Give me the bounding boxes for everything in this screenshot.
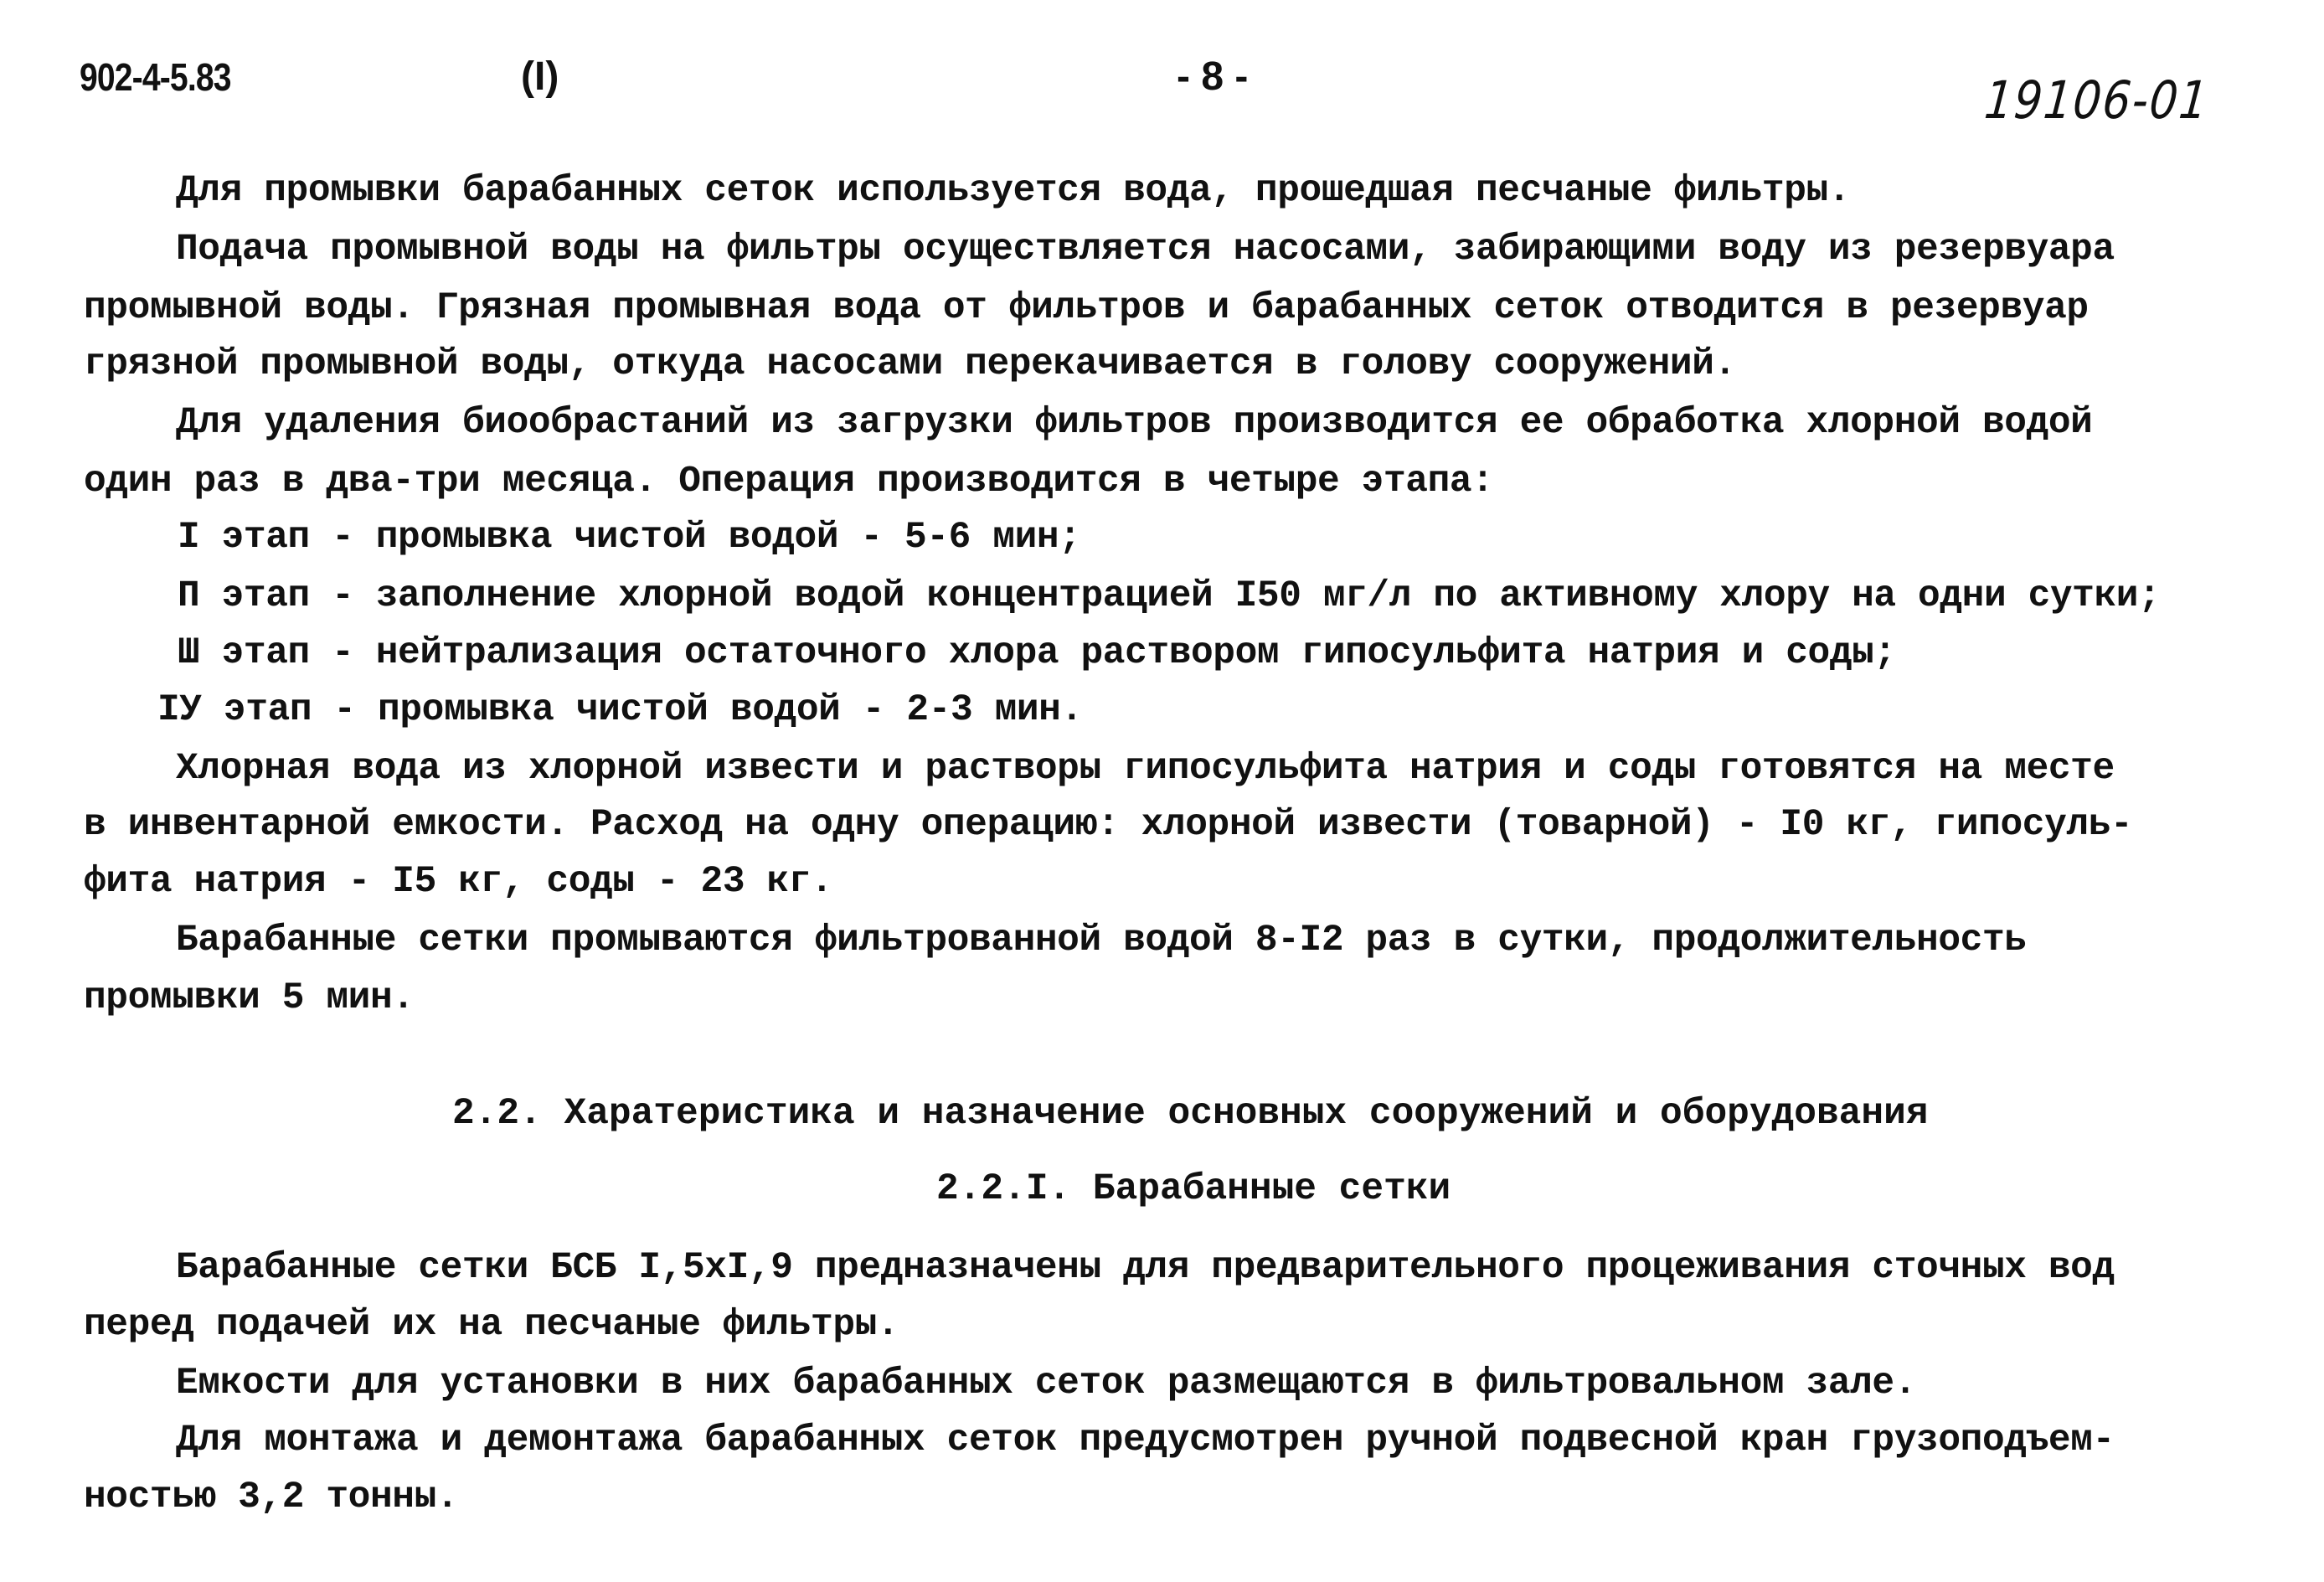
paragraph-line: Для промывки барабанных сеток используется вода, прошедшая песчаные фильтры. [176, 170, 1851, 212]
subsection-heading: 2.2.I. Барабанные сетки [936, 1168, 1451, 1210]
document-code: 902-4-5.83 [80, 55, 231, 99]
paragraph-line: перед подачей их на песчаные фильтры. [84, 1304, 899, 1346]
paragraph-line: промывки 5 мин. [84, 977, 415, 1019]
paragraph-line: фита натрия - I5 кг, соды - 23 кг. [84, 861, 833, 903]
stage-item: Ш этап - нейтрализация остаточного хлора раствором гипосульфита натрия и соды; [178, 632, 1896, 674]
paragraph-line: Барабанные сетки БСБ I,5хI,9 предназначены для предварительного процеживания сточных вод [176, 1247, 2115, 1289]
stage-item: I этап - промывка чистой водой - 5-6 мин; [178, 517, 1081, 559]
paragraph-line: Для удаления биообрастаний из загрузки фильтров производится ее обработка хлорной водой [176, 402, 2093, 444]
paragraph-line: Для монтажа и демонтажа барабанных сеток предусмотрен ручной подвесной кран грузоподъем- [176, 1420, 2115, 1461]
page-number: - 8 - [1177, 54, 1249, 99]
paragraph-line: Подача промывной воды на фильтры осуществляется насосами, забирающими воду из резервуара [176, 229, 2115, 271]
inventory-number: 19106-01 [1981, 70, 2212, 131]
sheet-number: (I) [521, 54, 559, 99]
stage-item: IУ этап - промывка чистой водой - 2-3 мин. [157, 689, 1083, 731]
section-heading: 2.2. Харатеристика и назначение основных сооружений и оборудования [452, 1093, 1929, 1135]
paragraph-line: в инвентарной емкости. Расход на одну операцию: хлорной извести (товарной) - I0 кг, гипосуль- [84, 804, 2133, 846]
paragraph-line: ностью 3,2 тонны. [84, 1476, 459, 1518]
paragraph-line: Хлорная вода из хлорной извести и растворы гипосульфита натрия и соды готовятся на месте [176, 748, 2115, 790]
paragraph-line: Барабанные сетки промываются фильтрованной водой 8-I2 раз в сутки, продолжительность [176, 920, 2027, 961]
paragraph-line: Емкости для установки в них барабанных сеток размещаются в фильтровальном зале. [176, 1363, 1917, 1404]
paragraph-line: промывной воды. Грязная промывная вода от фильтров и барабанных сеток отводится в резервуар [84, 287, 2089, 329]
paragraph-line: грязной промывной воды, откуда насосами перекачивается в голову сооружений. [84, 343, 1736, 385]
paragraph-line: один раз в два-три месяца. Операция производится в четыре этапа: [84, 461, 1494, 502]
stage-item: П этап - заполнение хлорной водой концентрацией I50 мг/л по активному хлору на одни сутки; [178, 575, 2161, 617]
